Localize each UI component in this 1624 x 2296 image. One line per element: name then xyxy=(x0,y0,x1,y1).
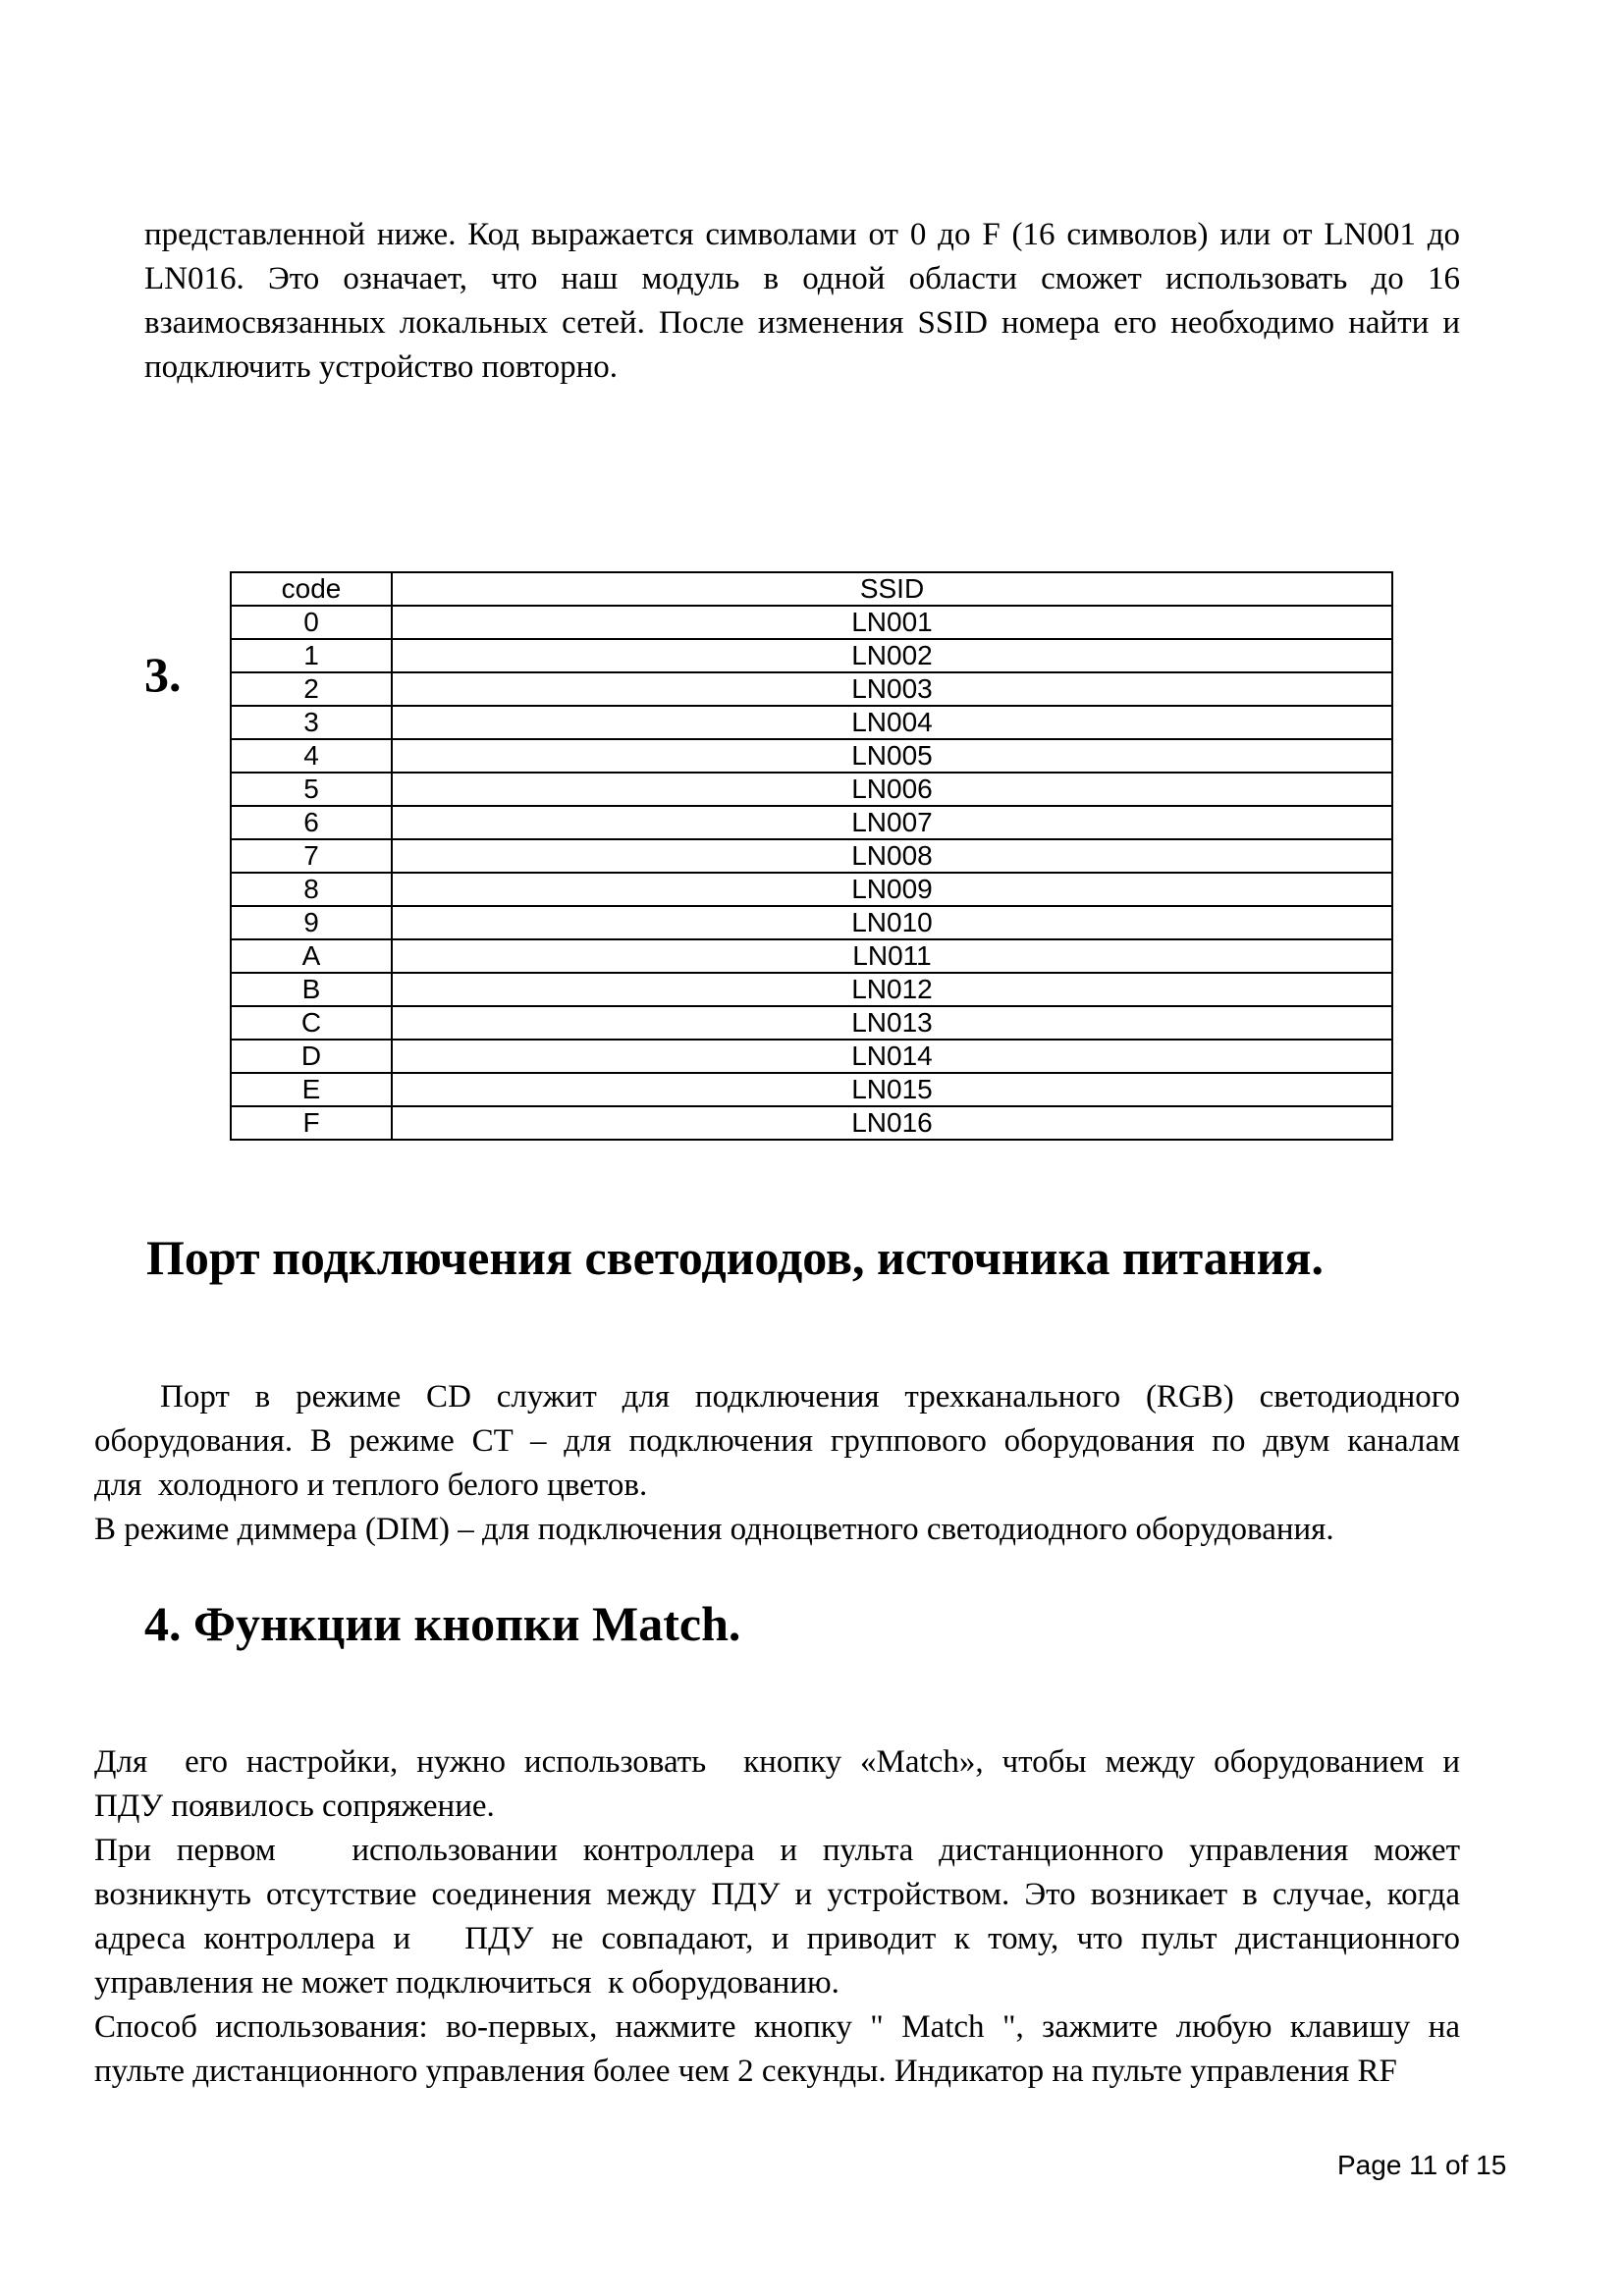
table-row xyxy=(231,906,1392,939)
table-row xyxy=(231,973,1392,1006)
table-cell-ssid: LN016 xyxy=(392,1106,1392,1140)
table-row xyxy=(231,639,1392,672)
column-header-code: code xyxy=(231,572,392,606)
table-cell-ssid: LN015 xyxy=(392,1073,1392,1106)
port-paragraph xyxy=(94,1375,1460,1508)
table-cell-ssid: LN013 xyxy=(392,1006,1392,1040)
table-row xyxy=(231,672,1392,706)
text-line: Порт в режиме CD служит для подключения трехканального (RGB) светодиодного xyxy=(160,1379,1460,1415)
table-cell-ssid: LN014 xyxy=(392,1040,1392,1073)
text-line: оборудования. В режиме CT – для подключения группового оборудования по двум каналам xyxy=(94,1423,1460,1459)
table-cell-code: E xyxy=(231,1073,392,1106)
match-paragraphs xyxy=(94,1740,1460,2094)
heading-match: 4. Функции кнопки Match. xyxy=(144,1596,741,1651)
text-line: LN016. Это означает, что наш модуль в одной области сможет использовать до 16 xyxy=(144,261,1460,296)
table-cell-code: 7 xyxy=(231,839,392,873)
table-cell-ssid: LN009 xyxy=(392,873,1392,906)
table-row xyxy=(231,1006,1392,1040)
text-line: Способ использования: во-первых, нажмите кнопку " Match ", зажмите любую клавишу на xyxy=(94,2009,1460,2045)
text-line: пульте дистанционного управления более чем 2 секунды. Индикатор на пульте управления RF xyxy=(94,2054,1397,2089)
text-line: При первом использовании контроллера и пульта дистанционного управления может xyxy=(94,1833,1460,1868)
ssid-table-body xyxy=(231,606,1392,1140)
table-row xyxy=(231,806,1392,839)
table-cell-ssid: LN003 xyxy=(392,672,1392,706)
text-line: В режиме диммера (DIM) – для подключения одноцветного светодиодного оборудования. xyxy=(94,1512,1334,1547)
table-cell-ssid: LN011 xyxy=(392,939,1392,973)
section-number: 3. xyxy=(144,647,182,702)
text-line: возникнуть отсутствие соединения между ПДУ и устройством. Это возникает в случае, когда xyxy=(94,1877,1460,1912)
table-row xyxy=(231,1106,1392,1140)
table-row xyxy=(231,739,1392,773)
table-cell-code: 4 xyxy=(231,739,392,773)
table-row xyxy=(231,1040,1392,1073)
table-cell-code: C xyxy=(231,1006,392,1040)
table-cell-ssid: LN006 xyxy=(392,773,1392,806)
text-line: взаимосвязанных локальных сетей. После изменения SSID номера его необходимо найти и xyxy=(144,305,1460,341)
text-line: адреса контроллера и ПДУ не совпадают, и приводит к тому, что пульт дистанционного xyxy=(94,1921,1460,1956)
column-header-ssid: SSID xyxy=(392,572,1392,606)
text-line: представленной ниже. Код выражается символами от 0 до F (16 символов) или от LN001 до xyxy=(144,217,1460,252)
table-cell-ssid: LN007 xyxy=(392,806,1392,839)
text-line: Для его настройки, нужно использовать кнопку «Match», чтобы между оборудованием и xyxy=(94,1744,1460,1780)
table-cell-code: A xyxy=(231,939,392,973)
table-cell-ssid: LN004 xyxy=(392,706,1392,739)
table-row xyxy=(231,873,1392,906)
table-row xyxy=(231,706,1392,739)
table-row xyxy=(231,939,1392,973)
table-cell-ssid: LN010 xyxy=(392,906,1392,939)
table-cell-code: B xyxy=(231,973,392,1006)
table-row xyxy=(231,1073,1392,1106)
table-cell-code: 1 xyxy=(231,639,392,672)
table-cell-ssid: LN008 xyxy=(392,839,1392,873)
text-line: для холодного и теплого белого цветов. xyxy=(94,1468,648,1503)
table-cell-ssid: LN001 xyxy=(392,606,1392,639)
table-cell-code: D xyxy=(231,1040,392,1073)
text-line: управления не может подключиться к оборудованию. xyxy=(94,1965,839,2001)
table-row xyxy=(231,839,1392,873)
ssid-table xyxy=(230,571,1393,1141)
table-cell-ssid: LN012 xyxy=(392,973,1392,1006)
ssid-table-wrap xyxy=(230,571,1393,1141)
table-cell-ssid: LN005 xyxy=(392,739,1392,773)
table-cell-code: F xyxy=(231,1106,392,1140)
table-cell-code: 0 xyxy=(231,606,392,639)
heading-port: Порт подключения светодиодов, источника питания. xyxy=(146,1230,1324,1285)
table-cell-code: 9 xyxy=(231,906,392,939)
intro-paragraph xyxy=(144,213,1460,390)
table-cell-code: 3 xyxy=(231,706,392,739)
dim-paragraph xyxy=(94,1508,1460,1552)
page-footer: Page 11 of 15 xyxy=(1337,2150,1507,2180)
text-line: подключить устройство повторно. xyxy=(144,349,618,385)
table-cell-ssid: LN002 xyxy=(392,639,1392,672)
table-header-row xyxy=(231,572,1392,606)
table-cell-code: 2 xyxy=(231,672,392,706)
table-cell-code: 5 xyxy=(231,773,392,806)
table-cell-code: 6 xyxy=(231,806,392,839)
table-cell-code: 8 xyxy=(231,873,392,906)
text-line: ПДУ появилось сопряжение. xyxy=(94,1789,495,1824)
table-row xyxy=(231,606,1392,639)
table-row xyxy=(231,773,1392,806)
